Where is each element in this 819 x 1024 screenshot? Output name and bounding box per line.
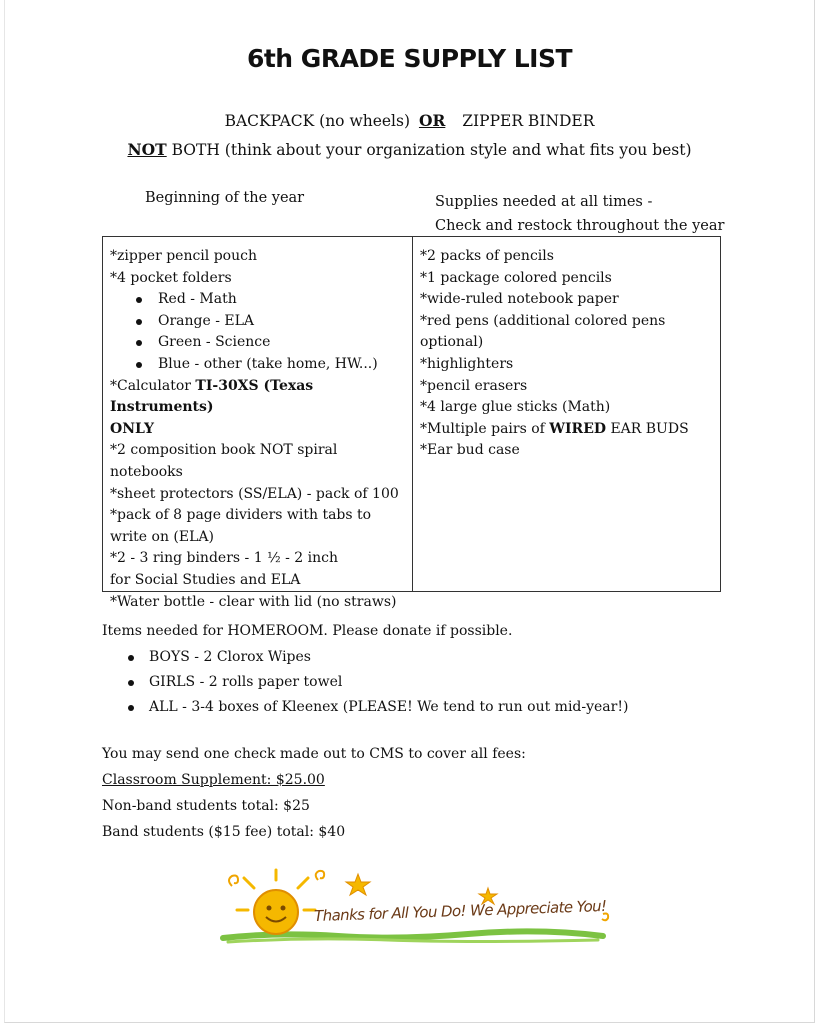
list-item: for Social Studies and ELA xyxy=(110,571,301,588)
list-item: *pencil erasers xyxy=(420,377,528,394)
list-item: GIRLS - 2 rolls paper towel xyxy=(102,672,628,697)
thank-you-text: Thanks for All You Do! We Appreciate You! xyxy=(313,896,607,926)
right-column-header xyxy=(435,190,724,238)
list-item: *red pens (additional colored pens xyxy=(420,312,666,329)
list-item: *Water bottle - clear with lid (no straws) xyxy=(110,593,397,610)
list-item: write on (ELA) xyxy=(110,528,214,545)
column-divider xyxy=(412,237,413,591)
list-item: *pack of 8 page dividers with tabs to xyxy=(110,507,372,524)
list-item xyxy=(110,419,406,441)
restock-list xyxy=(420,246,716,462)
not-both-note: BOTH (think about your organization style and what fits you best) xyxy=(171,141,692,159)
list-item: *4 large glue sticks (Math) xyxy=(420,399,611,416)
homeroom-section xyxy=(102,621,628,722)
calculator-model: TI-30XS (Texas Instruments) xyxy=(110,377,314,416)
list-item: *4 pocket folders xyxy=(110,269,232,286)
beginning-of-year-list xyxy=(110,246,406,613)
not-both-line xyxy=(5,140,814,159)
page-title: 6th GRADE SUPPLY LIST xyxy=(246,44,573,73)
earbuds-suffix: EAR BUDS xyxy=(606,420,689,437)
homeroom-intro: Items needed for HOMEROOM. Please donate if possible. xyxy=(102,623,513,639)
calculator-label: *Calculator xyxy=(110,377,196,394)
backpack-option: BACKPACK (no wheels) xyxy=(224,112,410,130)
non-band-total: Non-band students total: $25 xyxy=(102,798,310,814)
list-item: optional) xyxy=(420,334,484,351)
right-header-line2: Check and restock throughout the year xyxy=(435,218,725,234)
list-item: Orange - ELA xyxy=(110,311,406,333)
list-item: *2 - 3 ring binders - 1 ½ - 2 inch xyxy=(110,550,338,567)
list-item: notebooks xyxy=(110,463,183,480)
list-item: *Ear bud case xyxy=(420,442,520,459)
list-item: Red - Math xyxy=(110,289,406,311)
homeroom-list xyxy=(102,647,628,722)
or-emphasis: OR xyxy=(418,111,446,130)
calculator-only: ONLY xyxy=(110,420,154,437)
supply-table xyxy=(102,236,721,610)
list-item xyxy=(110,376,406,419)
list-item: *sheet protectors (SS/ELA) - pack of 100 xyxy=(110,485,399,502)
not-emphasis: NOT xyxy=(127,140,167,159)
left-column-header: Beginning of the year xyxy=(145,190,305,206)
list-item xyxy=(420,419,716,441)
binder-option: ZIPPER BINDER xyxy=(462,112,595,130)
bag-choice-line xyxy=(5,111,814,130)
list-item: ALL - 3-4 boxes of Kleenex (PLEASE! We tend to run out mid-year!) xyxy=(102,697,628,722)
classroom-supplement: Classroom Supplement: $25.00 xyxy=(102,772,325,788)
list-item: BOYS - 2 Clorox Wipes xyxy=(102,647,628,672)
list-item: *2 packs of pencils xyxy=(420,248,554,264)
list-item: *2 composition book NOT spiral xyxy=(110,442,338,459)
right-header-line1: Supplies needed at all times - xyxy=(435,194,653,210)
list-item: Green - Science xyxy=(110,332,406,354)
earbuds-label: *Multiple pairs of xyxy=(420,420,550,437)
earbuds-wired: WIRED xyxy=(549,420,606,437)
list-item: *zipper pencil pouch xyxy=(110,248,257,264)
thank-you-banner xyxy=(218,866,618,946)
check-note: You may send one check made out to CMS to cover all fees: xyxy=(102,746,526,762)
list-item: Blue - other (take home, HW...) xyxy=(110,354,406,376)
band-total: Band students ($15 fee) total: $40 xyxy=(102,824,346,840)
list-item: *highlighters xyxy=(420,355,514,372)
list-item: *1 package colored pencils xyxy=(420,269,612,286)
fees-section xyxy=(102,744,526,848)
list-item: *wide-ruled notebook paper xyxy=(420,291,619,308)
document-page xyxy=(4,0,815,1023)
